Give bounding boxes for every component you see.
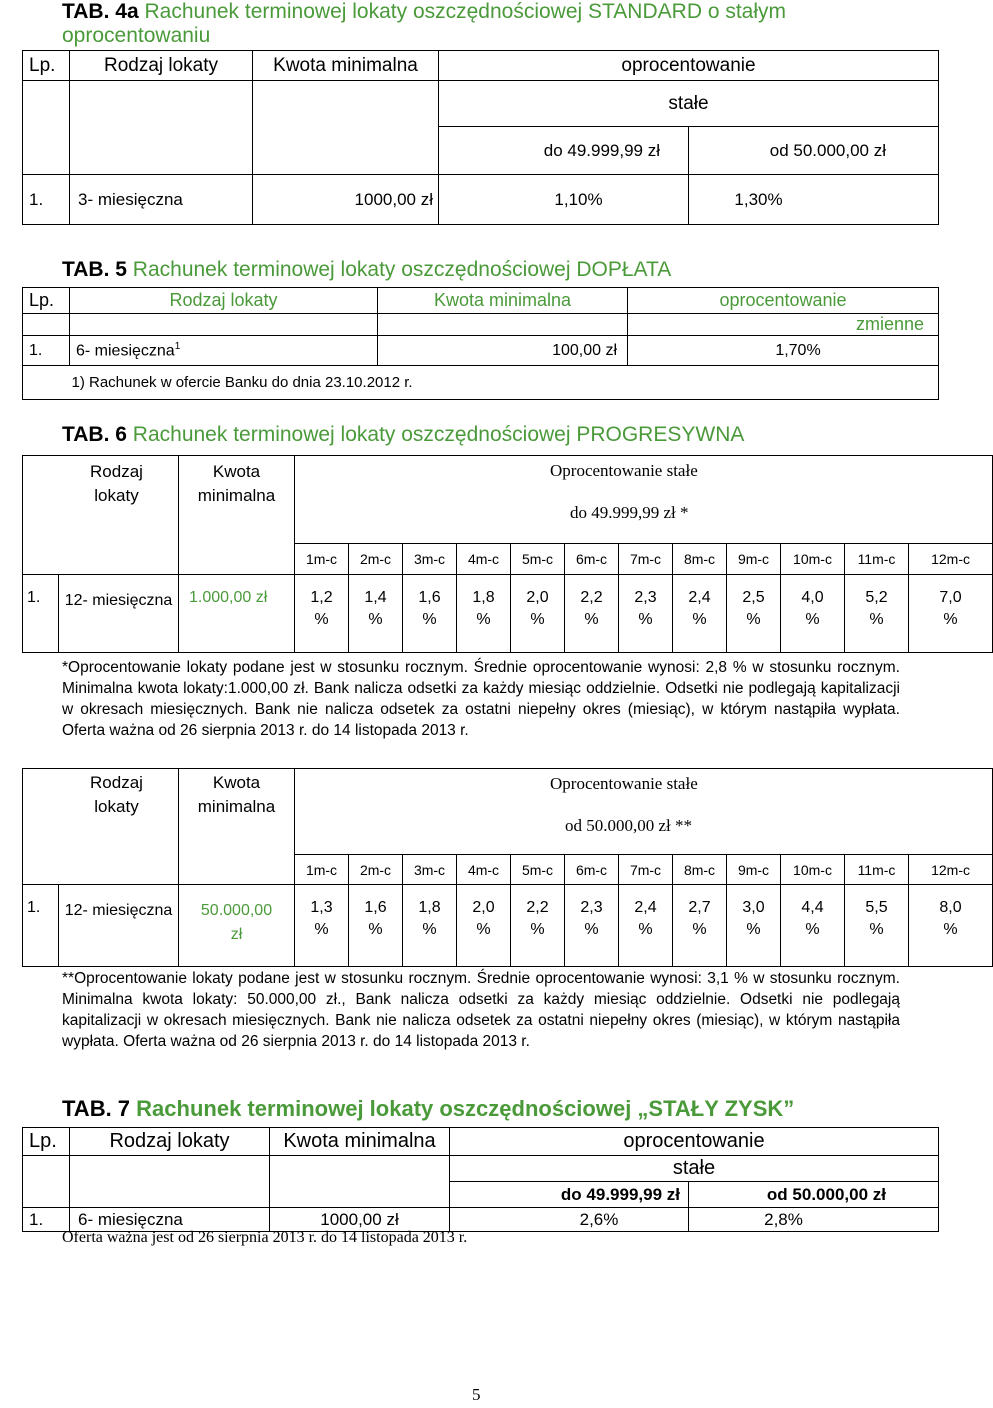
tab6-p1-rodzaj: 12- miesięczna xyxy=(59,575,179,653)
pct-sign: % xyxy=(805,921,820,938)
tab6-part2-table xyxy=(22,768,993,967)
tab6-p2-oproc-stale: Oprocentowanie stałe xyxy=(550,774,698,793)
tab7-title-text: Rachunek terminowej lokaty oszczędnościowej „STAŁY ZYSK” xyxy=(136,1096,795,1121)
pct-sign: % xyxy=(530,921,545,938)
tab5-row-sup: 1 xyxy=(174,340,181,352)
tab6-p2-kwota: 50.000,00 zł xyxy=(179,885,295,967)
tab6-p2-rate-8 xyxy=(673,885,727,967)
pct-sign: % xyxy=(638,611,653,628)
rate-value: 3,0 xyxy=(742,899,765,916)
tab5-rodzaj-header: Rodzaj lokaty xyxy=(70,288,378,314)
tab6-p2-rodzaj: 12- miesięczna xyxy=(59,885,179,967)
tab5-title xyxy=(62,257,671,283)
pct-sign: % xyxy=(584,921,599,938)
month-4: 4m-c xyxy=(457,544,511,575)
tab6-p1-rate-4 xyxy=(457,575,511,653)
tab6-p1-kwota-text: Kwota minimalna xyxy=(197,462,276,505)
rate-value: 1,6 xyxy=(418,589,441,606)
month-11: 11m-c xyxy=(845,544,909,575)
rate-value: 1,6 xyxy=(364,899,387,916)
tab5-title-text: Rachunek terminowej lokaty oszczędnościowej DOPŁATA xyxy=(132,258,672,281)
tab6-p2-rate-11 xyxy=(845,885,909,967)
tab4a-row-lp: 1. xyxy=(23,175,70,225)
tab6-p1-rate-5 xyxy=(511,575,565,653)
month-7: 7m-c xyxy=(619,544,673,575)
tab6-p2-rate-6 xyxy=(565,885,619,967)
pct-sign: % xyxy=(584,611,599,628)
tab7-prefix: TAB. 7 xyxy=(62,1096,131,1121)
tab4a-row-rodzaj: 3- miesięczna xyxy=(70,175,253,225)
tab4a-prefix: TAB. 4a xyxy=(62,0,139,23)
pct-sign: % xyxy=(638,921,653,938)
tab7-lp-header: Lp. xyxy=(23,1128,70,1156)
tab4a-title-line1: Rachunek terminowej lokaty oszczędnościowej STANDARD o stałym xyxy=(144,0,786,23)
tab6-p1-rate-6 xyxy=(565,575,619,653)
tab6-p1-oproc-stale: Oprocentowanie stałe xyxy=(550,461,698,480)
tab6-p2-rate-1 xyxy=(295,885,349,967)
tab7-rodzaj-header: Rodzaj lokaty xyxy=(70,1128,270,1156)
pct-sign: % xyxy=(692,921,707,938)
month-6: 6m-c xyxy=(565,855,619,885)
tab6-p1-note: *Oprocentowanie lokaty podane jest w stosunku rocznym. Średnie oprocentowanie wynosi: 2,8 % w stosunku rocznym. Minimalna kwota lokaty:1.000,00 zł. Bank nalicza odsetki za każdy miesiąc oddzielnie. Odsetki nie podlegają kapitalizacji w okresach miesięcznych. Bank nie nalicza odsetek za ostatni niepełny okres (miesiąc), w którym nastąpiła wypłata. Oferta ważna od 26 sierpnia 2013 r. do 14 listopada 2013 r. xyxy=(62,659,900,739)
tab6-p1-rate-12 xyxy=(909,575,993,653)
tab6-p2-rate-10 xyxy=(781,885,845,967)
tab7-row-lp: 1. xyxy=(23,1208,70,1232)
tab5-row-oproc: 1,70% xyxy=(628,336,939,366)
tab6-p1-rate-11 xyxy=(845,575,909,653)
tab4a-row-kwota: 1000,00 zł xyxy=(253,175,439,225)
month-4: 4m-c xyxy=(457,855,511,885)
rate-value: 8,0 xyxy=(939,899,962,916)
tab5-footnote-text: 1) Rachunek w ofercie Banku do dnia 23.10.2012 r. xyxy=(71,374,413,391)
tab6-part1-table xyxy=(22,455,993,653)
pct-sign: % xyxy=(368,611,383,628)
tab4a-row-od: 1,30% xyxy=(689,175,939,225)
tab7-footnote: Oferta ważna jest od 26 sierpnia 2013 r. do 14 listopada 2013 r. xyxy=(62,1229,468,1246)
tab4a-row-do: 1,10% xyxy=(439,175,689,225)
month-7: 7m-c xyxy=(619,855,673,885)
rate-value: 2,7 xyxy=(688,899,711,916)
tab7-kwota-header: Kwota minimalna xyxy=(270,1128,450,1156)
month-5: 5m-c xyxy=(511,855,565,885)
tab5-row-rodzaj: 6- miesięczna xyxy=(76,342,175,360)
tab6-p2-rodzaj-header xyxy=(23,769,179,885)
pct-sign: % xyxy=(869,921,884,938)
tab6-p1-rate-10 xyxy=(781,575,845,653)
tab6-p2-rate-9 xyxy=(727,885,781,967)
pct-sign: % xyxy=(869,611,884,628)
tab7-oproc-header: oprocentowanie xyxy=(450,1128,939,1156)
rate-value: 1,8 xyxy=(472,589,495,606)
tab5-kwota-header: Kwota minimalna xyxy=(378,288,628,314)
pct-sign: % xyxy=(530,611,545,628)
tab6-p1-kwota-header xyxy=(179,456,295,575)
pct-sign: % xyxy=(746,921,761,938)
tab4a-title-line2: oprocentowaniu xyxy=(62,24,211,47)
rate-value: 2,2 xyxy=(580,589,603,606)
rate-value: 5,5 xyxy=(865,899,888,916)
tab6-p1-rodzaj-header xyxy=(23,456,179,575)
tab4a-do-header: do 49.999,99 zł xyxy=(439,127,689,175)
month-2: 2m-c xyxy=(349,544,403,575)
pct-sign: % xyxy=(746,611,761,628)
tab5-lp-header: Lp. xyxy=(23,288,70,314)
rate-value: 2,5 xyxy=(742,589,765,606)
month-6: 6m-c xyxy=(565,544,619,575)
tab6-title xyxy=(62,422,744,448)
tab6-title-text: Rachunek terminowej lokaty oszczędnościowej PROGRESYWNA xyxy=(132,423,745,446)
tab5-oproc-header: oprocentowanie xyxy=(628,288,939,314)
rate-value: 1,4 xyxy=(364,589,387,606)
rate-value: 2,2 xyxy=(526,899,549,916)
rate-value: 4,4 xyxy=(801,899,824,916)
pct-sign: % xyxy=(368,921,383,938)
pct-sign: % xyxy=(805,611,820,628)
tab4a-title xyxy=(62,0,786,24)
month-3: 3m-c xyxy=(403,855,457,885)
rate-value: 7,0 xyxy=(939,589,962,606)
month-12: 12m-c xyxy=(909,855,993,885)
tab5-prefix: TAB. 5 xyxy=(62,258,127,281)
tab6-p1-lp: 1. xyxy=(23,575,59,653)
tab6-p1-rate-7 xyxy=(619,575,673,653)
month-1: 1m-c xyxy=(295,544,349,575)
pct-sign: % xyxy=(943,921,958,938)
tab6-p2-rate-4 xyxy=(457,885,511,967)
month-3: 3m-c xyxy=(403,544,457,575)
month-5: 5m-c xyxy=(511,544,565,575)
rate-value: 2,3 xyxy=(580,899,603,916)
tab6-p1-rate-9 xyxy=(727,575,781,653)
month-1: 1m-c xyxy=(295,855,349,885)
tab7-row-do: 2,6% xyxy=(450,1208,689,1232)
tab7-od-header: od 50.000,00 zł xyxy=(689,1182,939,1208)
tab6-p2-rate-5 xyxy=(511,885,565,967)
tab6-p1-range: do 49.999,99 zł * xyxy=(570,503,689,522)
tab6-p2-rate-7 xyxy=(619,885,673,967)
pct-sign: % xyxy=(476,611,491,628)
tab4a-od-header: od 50.000,00 zł xyxy=(689,127,939,175)
tab6-p2-oproc-header xyxy=(295,769,993,855)
tab6-p2-kwota-header xyxy=(179,769,295,885)
tab6-p2-rate-3 xyxy=(403,885,457,967)
tab5-row-kwota: 100,00 zł xyxy=(378,336,628,366)
rate-value: 2,4 xyxy=(688,589,711,606)
tab7-title xyxy=(62,1095,794,1123)
tab6-p2-rate-2 xyxy=(349,885,403,967)
pct-sign: % xyxy=(314,921,329,938)
month-9: 9m-c xyxy=(727,855,781,885)
tab4a-lp-header: Lp. xyxy=(23,51,70,81)
pct-sign: % xyxy=(692,611,707,628)
tab7-stale-header: stałe xyxy=(450,1156,939,1182)
month-8: 8m-c xyxy=(673,544,727,575)
rate-value: 1,2 xyxy=(310,589,333,606)
page-number: 5 xyxy=(472,1385,481,1404)
tab6-p1-rodzaj-text: Rodzaj lokaty xyxy=(90,462,143,505)
tab7-table xyxy=(22,1127,939,1232)
month-12: 12m-c xyxy=(909,544,993,575)
pct-sign: % xyxy=(422,921,437,938)
tab5-zmienne-header: zmienne xyxy=(628,314,939,336)
tab6-p2-lp: 1. xyxy=(23,885,59,967)
tab7-row-kwota: 1000,00 zł xyxy=(270,1208,450,1232)
tab5-row-lp: 1. xyxy=(23,336,70,366)
tab6-p2-range: od 50.000,00 zł ** xyxy=(565,816,693,835)
pct-sign: % xyxy=(943,611,958,628)
rate-value: 1,8 xyxy=(418,899,441,916)
tab6-p1-rate-8 xyxy=(673,575,727,653)
rate-value: 2,0 xyxy=(526,589,549,606)
month-8: 8m-c xyxy=(673,855,727,885)
tab4a-rodzaj-header: Rodzaj lokaty xyxy=(70,51,253,81)
tab6-p1-rate-3 xyxy=(403,575,457,653)
tab7-row-od: 2,8% xyxy=(689,1208,939,1232)
tab6-p1-rate-1 xyxy=(295,575,349,653)
tab4a-kwota-header: Kwota minimalna xyxy=(253,51,439,81)
tab6-p1-kwota: 1.000,00 zł xyxy=(179,575,295,653)
month-10: 10m-c xyxy=(781,855,845,885)
rate-value: 2,4 xyxy=(634,899,657,916)
rate-value: 5,2 xyxy=(865,589,888,606)
tab6-p2-rate-12 xyxy=(909,885,993,967)
tab6-p1-data-row xyxy=(23,575,993,653)
tab4a-stale-header: stałe xyxy=(439,81,939,127)
pct-sign: % xyxy=(422,611,437,628)
tab4a-oproc-header: oprocentowanie xyxy=(439,51,939,81)
tab6-p2-rodzaj-text: Rodzaj lokaty xyxy=(90,773,143,816)
month-2: 2m-c xyxy=(349,855,403,885)
tab5-footnote xyxy=(70,366,939,400)
tab6-prefix: TAB. 6 xyxy=(62,423,127,446)
tab7-do-header: do 49.999,99 zł xyxy=(450,1182,689,1208)
tab5-row-rodzaj-cell xyxy=(70,336,378,366)
tab6-p2-note: **Oprocentowanie lokaty podane jest w stosunku rocznym. Średnie oprocentowanie wynosi: 3,1 % w stosunku rocznym. Minimalna kwota lokaty: 50.000,00 zł., Bank nalicza odsetki za każdy miesiąc oddzielnie. Odsetki nie podlegają kapitalizacji w okresach miesięcznych. Bank nie nalicza odsetek za ostatni niepełny okres (miesiąc), w którym nastąpiła wypłata. Oferta ważna od 26 sierpnia 2013 r. do 14 listopada 2013 r. xyxy=(62,970,900,1050)
month-9: 9m-c xyxy=(727,544,781,575)
tab6-p2-kwota-text: Kwota minimalna xyxy=(197,773,276,816)
tab4a-table xyxy=(22,50,939,225)
month-10: 10m-c xyxy=(781,544,845,575)
tab6-p1-oproc-header xyxy=(295,456,993,544)
tab6-p1-rate-2 xyxy=(349,575,403,653)
pct-sign: % xyxy=(314,611,329,628)
rate-value: 2,3 xyxy=(634,589,657,606)
rate-value: 4,0 xyxy=(801,589,824,606)
tab7-row-rodzaj: 6- miesięczna xyxy=(70,1208,270,1232)
rate-value: 2,0 xyxy=(472,899,495,916)
rate-value: 1,3 xyxy=(310,899,333,916)
tab6-p2-data-row xyxy=(23,885,993,967)
tab5-table xyxy=(22,287,939,400)
pct-sign: % xyxy=(476,921,491,938)
month-11: 11m-c xyxy=(845,855,909,885)
